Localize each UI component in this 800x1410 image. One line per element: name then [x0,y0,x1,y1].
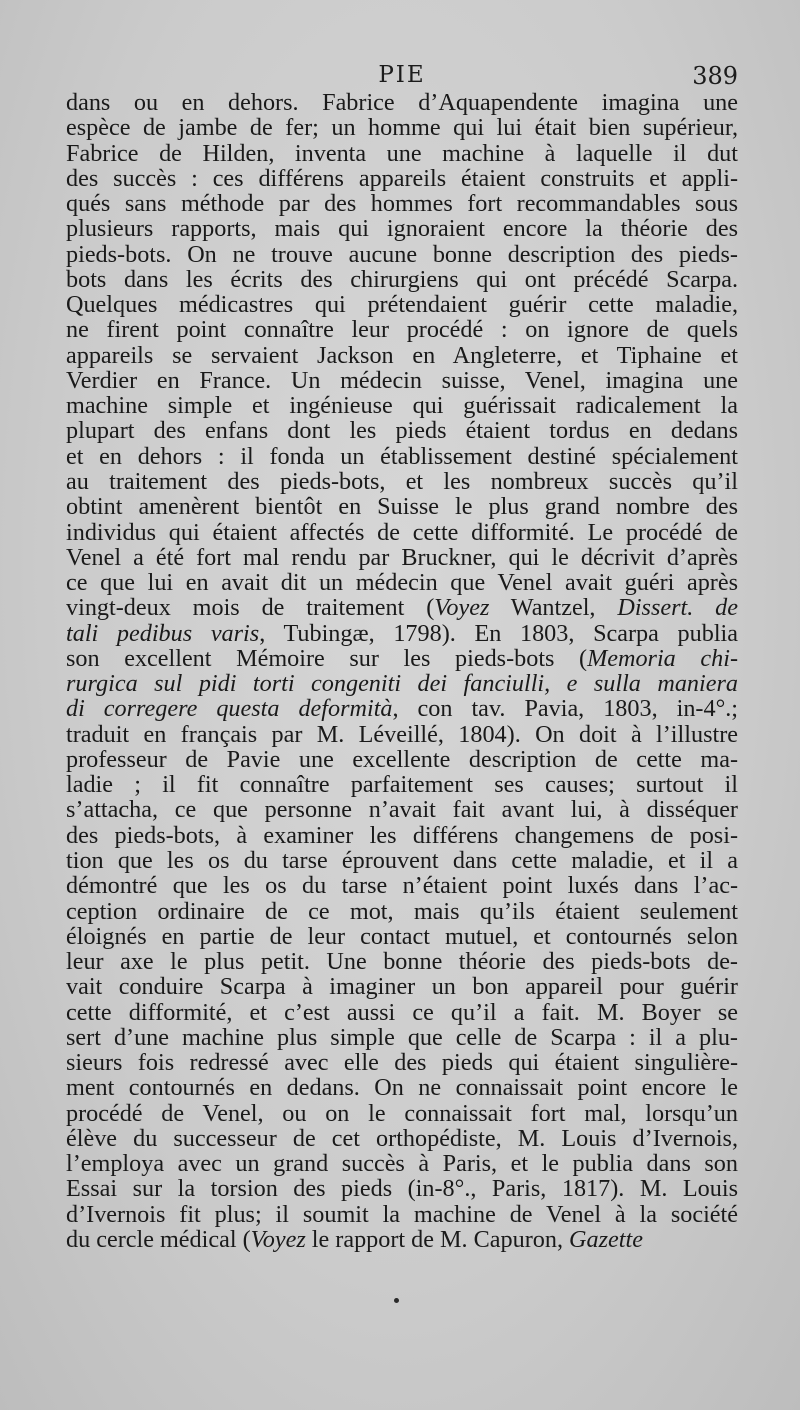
text-line: ne firent point connaître leur procédé : on ignore de quels [66,317,738,343]
text-line: Fabrice de Hilden, inventa une machine à laquelle il dut [66,140,738,166]
text-line: dans ou en dehors. Fabrice d’Aquapendente imagina une [66,90,738,116]
text-line: Verdier en France. Un médecin suisse, Venel, imagina une [66,367,738,394]
text-line: ce que lui en avait dit un médecin que Venel avait guéri après [66,570,738,596]
text-line: ception ordinaire de ce mot, mais qu’ils étaient seulement [66,898,738,924]
text-line: élève du successeur de cet orthopédiste, M. Louis d’Ivernois, [66,1125,738,1152]
text-line: éloignés en partie de leur contact mutuel, et contournés selon [66,923,738,950]
text-line: des pieds-bots, à examiner les différens changemens de posi- [66,822,738,848]
text-line: leur axe le plus petit. Une bonne théorie des pieds-bots de- [66,949,738,975]
text-line [66,696,738,721]
text-line [66,621,738,646]
italic-run: rurgica sul pidi torti congeniti dei fanciulli, e sulla maniera [66,671,738,697]
text-line: qués sans méthode par des hommes fort recommandables sous [66,191,738,217]
text-run: , Tubingæ, 1798). En 1803, Scarpa publia [259,620,738,646]
text-line: pieds-bots. On ne trouve aucune bonne description des pieds- [66,241,738,267]
italic-run: Dissert. de [617,595,738,621]
italic-run: di corregere questa deformità [66,696,393,722]
italic-run: Voyez [250,1226,306,1253]
text-line [66,671,738,696]
text-line: et en dehors : il fonda un établissement destiné spécialement [66,443,738,469]
text-run: son excellent Mémoire sur les pieds-bots ( [66,645,588,672]
text-line [66,595,738,620]
text-line: au traitement des pieds-bots, et les nombreux succès qu’il [66,468,738,495]
text-run: , con tav. Pavia, 1803, in-4°.; [392,696,738,722]
text-line: professeur de Pavie une excellente description de cette ma- [66,746,738,773]
text-line: individus qui étaient affectés de cette difformité. Le procédé de [66,519,738,545]
text-line: bots dans les écrits des chirurgiens qui ont précédé Scarpa. [66,266,738,293]
text-line: plusieurs rapports, mais qui ignoraient encore la théorie des [66,216,738,242]
text-line: traduit en français par M. Léveillé, 1804). On doit à l’illustre [66,721,738,747]
text-line: sieurs fois redressé avec elle des pieds qui étaient singulière- [66,1050,738,1076]
text-line: s’attacha, ce que personne n’avait fait avant lui, à disséquer [66,797,738,823]
page-number: 389 [692,62,738,90]
printer-mark [394,1298,399,1303]
text-run: Wantzel, [489,595,618,621]
text-line: ladie ; il fit connaître parfaitement ses causes; surtout il [66,772,738,798]
text-line: tion que les os du tarse éprouvent dans cette maladie, et il a [66,847,738,874]
text-line: cette difformité, et c’est aussi ce qu’il a fait. M. Boyer se [66,999,738,1025]
text-line: Venel a été fort mal rendu par Bruckner, qui le décrivit d’après [66,544,738,571]
text-line: démontré que les os du tarse n’étaient point luxés dans l’ac- [66,873,738,899]
italic-run: Memoria chi- [587,645,738,672]
text-line: espèce de jambe de fer; un homme qui lui était bien supérieur, [66,115,738,141]
text-line [66,1227,738,1252]
italic-run: tali pedibus varis [66,620,260,646]
text-line: Essai sur la torsion des pieds (in-8°., Paris, 1817). M. Louis [66,1176,738,1202]
running-title: PIE [378,62,426,88]
text-line: l’employa avec un grand succès à Paris, et le publia dans son [66,1151,738,1177]
text-line: des succès : ces différens appareils étaient construits et appli- [66,165,738,192]
text-line: machine simple et ingénieuse qui guérissait radicalement la [66,393,738,419]
text-run: du cercle médical ( [66,1226,251,1253]
italic-run: Voyez [434,595,490,621]
text-line: procédé de Venel, ou on le connaissait fort mal, lorsqu’un [66,1100,738,1126]
text-line: vait conduire Scarpa à imaginer un bon appareil pour guérir [66,974,738,1000]
text-line: sert d’une machine plus simple que celle de Scarpa : il a plu- [66,1024,738,1051]
text-line: Quelques médicastres qui prétendaient guérir cette maladie, [66,292,738,318]
body-text [66,90,738,1252]
text-run: vingt-deux mois de traitement ( [66,595,435,621]
text-line: plupart des enfans dont les pieds étaient tordus en dedans [66,418,738,444]
text-line: obtint amenèrent bientôt en Suisse le plus grand nombre des [66,494,738,520]
text-line: ment contournés en dedans. On ne connaissait point encore le [66,1075,738,1101]
text-line [66,646,738,671]
italic-run: Gazette [569,1226,643,1253]
running-head [66,62,738,92]
text-line: appareils se servaient Jackson en Angleterre, et Tiphaine et [66,342,738,368]
text-line: d’Ivernois fit plus; il soumit la machine de Venel à la société [66,1201,738,1227]
text-run: le rapport de M. Capuron, [305,1226,570,1253]
